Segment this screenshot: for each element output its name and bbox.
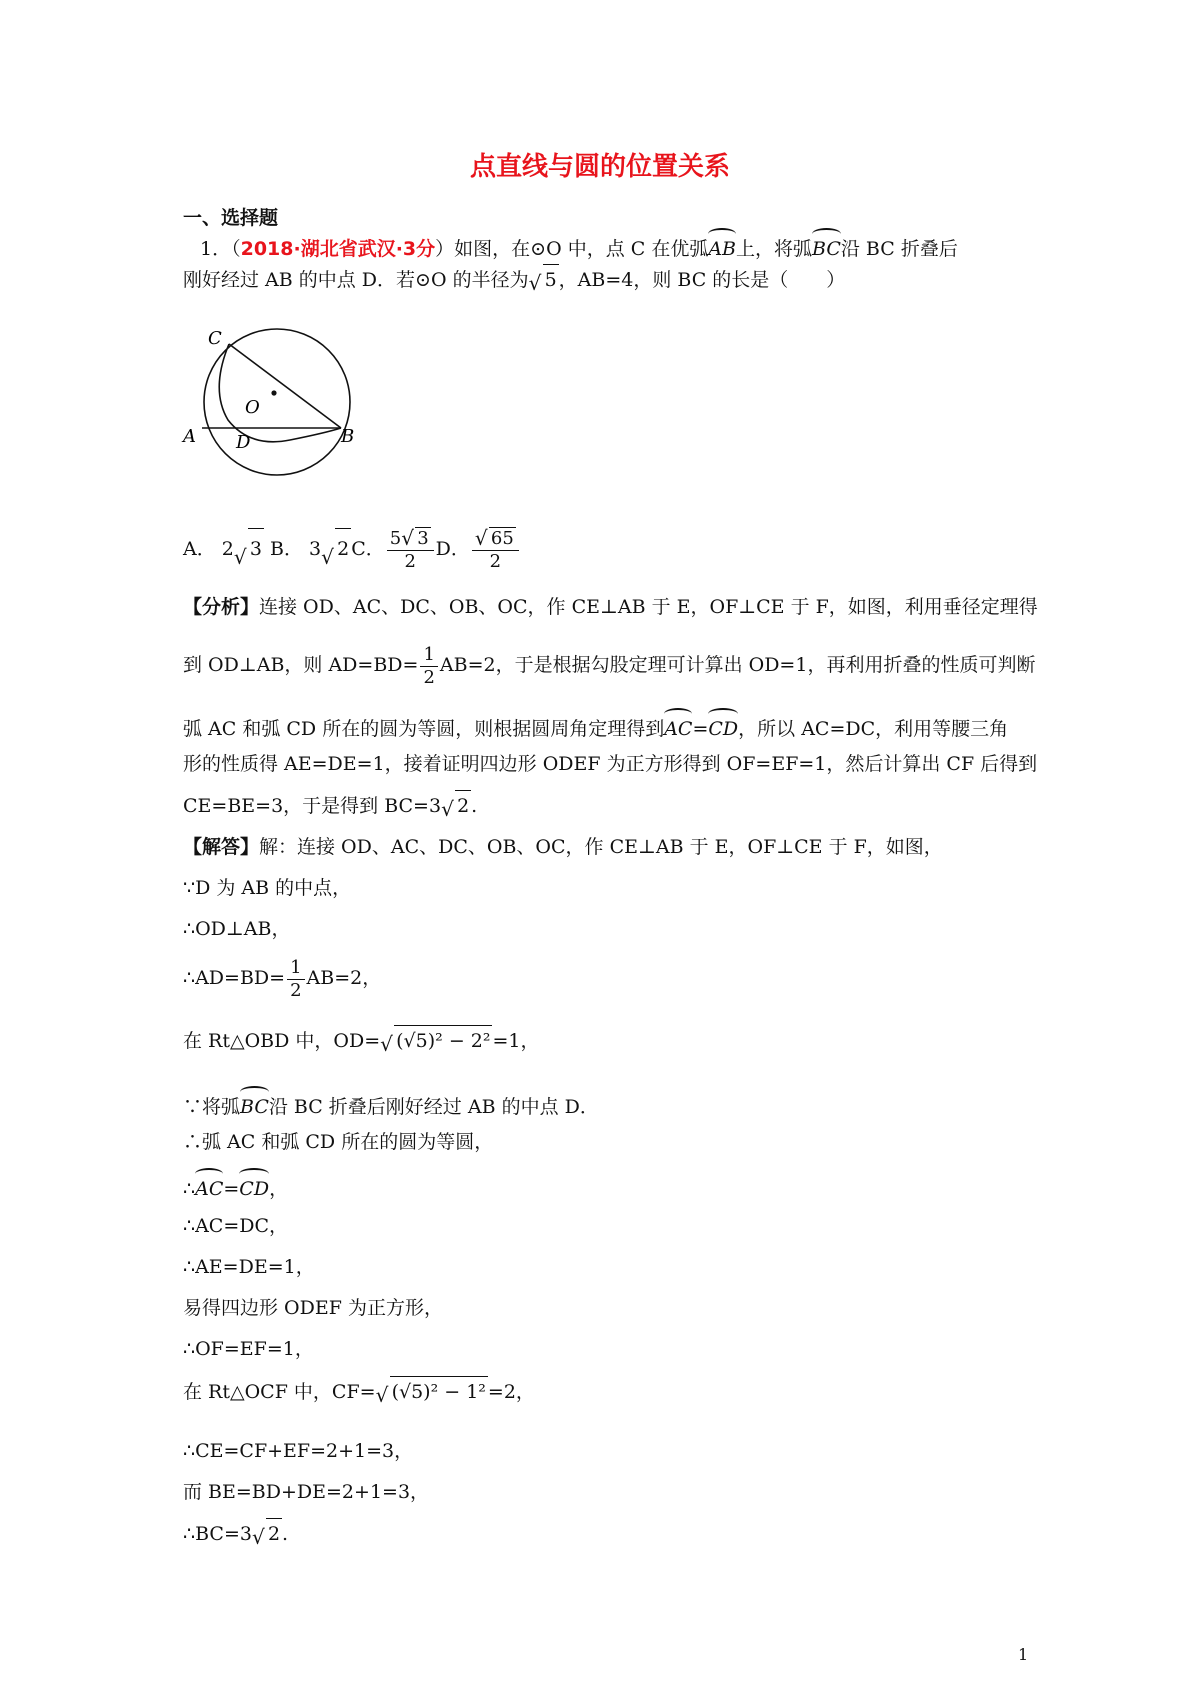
solution-line-12: 在 Rt△OCF 中，CF= √ (√5)² − 1² =2， — [183, 1376, 535, 1407]
choice-d-label: D． — [435, 538, 470, 560]
analysis-line-3: 弧 AC 和弧 CD 所在的圆为等圆，则根据圆周角定理得到AC=CD，所以 AC=DC，利用等腰三角 — [183, 708, 1008, 744]
choice-b: 3 √ 2 — [309, 538, 351, 560]
solution-line-14: 而 BE=BD+DE=2+1=3， — [183, 1481, 430, 1503]
choice-d: √ 65 2 — [472, 527, 519, 573]
page-title: 点直线与圆的位置关系 — [469, 152, 730, 182]
source-open: （ — [231, 238, 241, 260]
question-source: 2018·湖北省武汉·3分 — [240, 238, 436, 260]
solution-line-4: 在 Rt△OBD 中，OD= √ (√5)² − 2² =1， — [183, 1025, 540, 1056]
solution-line-1: ∵D 为 AB 的中点， — [183, 877, 352, 899]
label-d: D — [236, 432, 251, 453]
solution-line-7: ∴AC=CD， — [183, 1168, 288, 1204]
circle-figure — [183, 320, 360, 480]
fraction-half: $\frac{1}{2}$ — [420, 644, 437, 689]
label-c: C — [208, 328, 222, 349]
choice-a: 2 √ 3 — [222, 538, 264, 560]
arc-ab: AB — [708, 228, 736, 264]
solution-line-5: ∵将弧BC沿 BC 折叠后刚好经过 AB 的中点 D． — [183, 1086, 599, 1122]
solution-line-13: ∴CE=CF+EF=2+1=3， — [183, 1440, 414, 1462]
solution-line-3: ∴AD=BD= $\frac{1}{2}$ AB=2， — [183, 956, 382, 1001]
analysis-label: 【分析】 — [183, 596, 260, 618]
arc-bc: BC — [812, 228, 841, 264]
solution-line-2: ∴OD⊥AB， — [183, 918, 291, 940]
folded-arc — [219, 344, 341, 442]
analysis-line-5: CE=BE=3，于是得到 BC=3 √ 2 . — [183, 790, 477, 821]
solution-line-11: ∴OF=EF=1， — [183, 1338, 314, 1360]
choice-b-label: B． — [270, 538, 303, 560]
choice-a-label: A． — [183, 538, 216, 560]
source-close: ） — [435, 238, 455, 260]
solution-line-15: ∴BC=3 √ 2 . — [183, 1518, 288, 1549]
solution-line-9: ∴AE=DE=1， — [183, 1256, 315, 1278]
solution-line-8: ∴AC=DC， — [183, 1215, 289, 1237]
choice-c-label: C． — [351, 538, 385, 560]
label-b: B — [341, 426, 355, 447]
solution-line-0: 【解答】解：连接 OD、AC、DC、OB、OC，作 CE⊥AB 于 E，OF⊥CE 于 F，如图， — [183, 836, 943, 858]
choices — [183, 527, 521, 573]
solution-label: 【解答】 — [183, 836, 260, 858]
question-number: 1． — [200, 238, 232, 260]
arc-cd: CD — [708, 708, 738, 744]
arc-ac: AC — [664, 708, 692, 744]
label-o: O — [245, 397, 260, 418]
question-1-line-1: 1．（2018·湖北省武汉·3分）如图，在⊙O 中，点 C 在优弧AB上，将弧BC沿 BC 折叠后 — [200, 228, 958, 264]
choice-c: 5 √ 3 2 — [387, 527, 434, 573]
page-number: 1 — [1018, 1645, 1029, 1664]
label-a: A — [183, 426, 196, 447]
solution-line-10: 易得四边形 ODEF 为正方形， — [183, 1297, 443, 1319]
question-1-line-2: 刚好经过 AB 的中点 D．若⊙O 的半径为 √ 5 ，AB=4，则 BC 的长是（ ） — [183, 264, 845, 295]
solution-line-6: ∴弧 AC 和弧 CD 所在的圆为等圆， — [183, 1131, 494, 1153]
section-heading: 一、选择题 — [183, 207, 279, 229]
analysis-line-2: 到 OD⊥AB，则 AD=BD= $\frac{1}{2}$ AB=2，于是根据勾股定理可计算出 OD=1，再利用折叠的性质可判断 — [183, 643, 1036, 688]
analysis-line-1: 【分析】连接 OD、AC、DC、OB、OC，作 CE⊥AB 于 E，OF⊥CE 于 F，如图，利用垂径定理得 — [183, 596, 1038, 618]
center-point — [271, 390, 276, 395]
sqrt-5: √ 5 — [529, 264, 559, 295]
analysis-line-4: 形的性质得 AE=DE=1，接着证明四边形 ODEF 为正方形得到 OF=EF=1，然后计算出 CF 后得到 — [183, 753, 1038, 775]
